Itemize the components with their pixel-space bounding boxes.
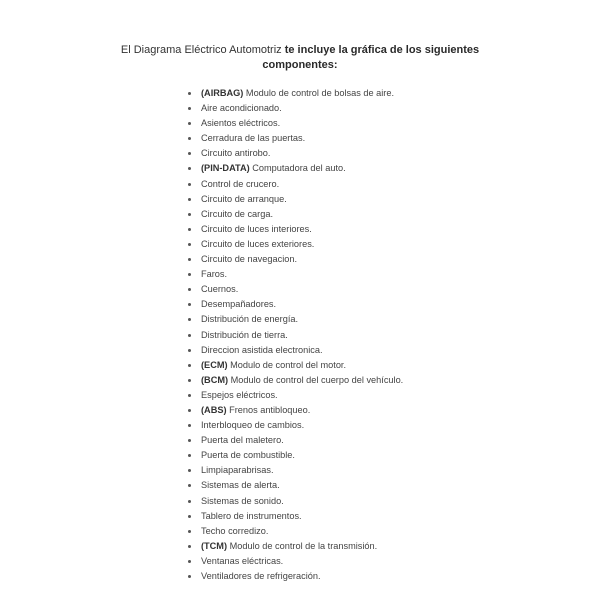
item-description: Faros. (201, 269, 228, 280)
bullet-icon (188, 152, 191, 155)
heading-bold-line-2: componentes: (262, 59, 338, 71)
item-text (201, 101, 282, 116)
bullet-icon (188, 167, 191, 170)
bullet-icon (188, 273, 191, 276)
item-text (201, 569, 321, 584)
item-text (201, 463, 274, 478)
item-description: Computadora del auto. (249, 163, 346, 174)
bullet-icon (188, 545, 191, 548)
bullet-icon (188, 243, 191, 246)
item-description: Cuernos. (201, 284, 239, 295)
item-description: Control de crucero. (201, 178, 280, 189)
item-text (201, 131, 305, 146)
bullet-icon (188, 409, 191, 412)
item-description: Ventanas eléctricas. (201, 555, 284, 566)
item-text (201, 418, 304, 433)
bullet-icon (188, 484, 191, 487)
page-heading (100, 43, 500, 73)
item-text (201, 373, 403, 388)
item-description: Puerta del maletero. (201, 435, 284, 446)
bullet-icon (188, 107, 191, 110)
item-description: Cerradura de las puertas. (201, 133, 306, 144)
bullet-icon (188, 364, 191, 367)
item-description: Puerta de combustible. (201, 450, 295, 461)
item-description: Interbloqueo de cambios. (201, 420, 305, 431)
bullet-icon (188, 318, 191, 321)
item-text (201, 86, 394, 101)
bullet-icon (188, 213, 191, 216)
item-text (201, 116, 280, 131)
bullet-icon (188, 92, 191, 95)
item-description: Modulo de control del motor. (227, 359, 347, 370)
item-text (201, 358, 346, 373)
item-abbreviation: (ABS) (201, 404, 227, 415)
item-description: Techo corredizo. (201, 525, 269, 536)
item-abbreviation: (TCM) (201, 540, 228, 551)
item-text (201, 509, 302, 524)
item-description: Modulo de control de la transmisión. (227, 540, 378, 551)
bullet-icon (188, 198, 191, 201)
bullet-icon (188, 137, 191, 140)
item-text (201, 207, 273, 222)
item-description: Circuito de carga. (201, 208, 274, 219)
item-text (201, 448, 295, 463)
item-description: Direccion asistida electronica. (201, 344, 323, 355)
item-text (201, 222, 312, 237)
bullet-icon (188, 469, 191, 472)
bullet-icon (188, 349, 191, 352)
bullet-icon (188, 183, 191, 186)
item-description: Circuito de luces interiores. (201, 223, 312, 234)
bullet-icon (188, 575, 191, 578)
heading-intro: El Diagrama Eléctrico Automotriz (120, 44, 285, 56)
item-description: Modulo de control del cuerpo del vehículo. (228, 374, 404, 385)
bullet-icon (188, 303, 191, 306)
bullet-icon (188, 424, 191, 427)
item-description: Espejos eléctricos. (201, 389, 278, 400)
item-description: Ventiladores de refrigeración. (201, 571, 321, 581)
item-text (201, 252, 297, 267)
item-description: Circuito de luces exteriores. (201, 238, 315, 249)
bullet-icon (188, 288, 191, 291)
bullet-icon (188, 515, 191, 518)
heading-line-1 (100, 43, 500, 58)
bullet-icon (188, 560, 191, 563)
item-text (201, 433, 284, 448)
item-text (201, 146, 270, 161)
item-text (201, 161, 346, 176)
item-description: Desempañadores. (201, 299, 277, 310)
item-abbreviation: (BCM) (201, 374, 229, 385)
item-description: Tablero de instrumentos. (201, 510, 302, 521)
bullet-icon (188, 394, 191, 397)
heading-bold-line-1: te incluye la gráfica de los siguientes (284, 44, 480, 56)
item-text (201, 297, 276, 312)
item-text (201, 312, 298, 327)
item-abbreviation: (ECM) (201, 359, 228, 370)
item-description: Distribución de tierra. (201, 329, 288, 340)
bullet-icon (188, 122, 191, 125)
item-text (201, 237, 314, 252)
bullet-icon (188, 454, 191, 457)
item-description: Circuito de navegacion. (201, 254, 298, 265)
item-text (201, 524, 268, 539)
item-text (201, 267, 227, 282)
item-text (201, 177, 279, 192)
item-text (201, 494, 284, 509)
item-text (201, 554, 283, 569)
item-abbreviation: (AIRBAG) (201, 88, 244, 98)
item-text (201, 539, 377, 554)
item-description: Modulo de control de bolsas de aire. (243, 88, 395, 98)
item-text (201, 388, 278, 403)
item-description: Circuito de arranque. (201, 193, 287, 204)
item-description: Limpiaparabrisas. (201, 465, 274, 476)
item-text (201, 192, 287, 207)
bullet-icon (188, 228, 191, 231)
item-description: Frenos antibloqueo. (226, 404, 311, 415)
bullet-icon (188, 258, 191, 261)
bullet-icon (188, 500, 191, 503)
item-description: Sistemas de sonido. (201, 495, 284, 506)
item-description: Aire acondicionado. (201, 103, 282, 114)
bullet-icon (188, 530, 191, 533)
item-text (201, 282, 238, 297)
item-text (201, 343, 323, 358)
item-description: Distribución de energía. (201, 314, 299, 325)
bullet-icon (188, 439, 191, 442)
item-abbreviation: (PIN-DATA) (201, 163, 250, 174)
item-text (201, 403, 310, 418)
item-description: Sistemas de alerta. (201, 480, 280, 491)
item-text (201, 328, 288, 343)
item-description: Circuito antirobo. (201, 148, 271, 159)
bullet-icon (188, 379, 191, 382)
item-description: Asientos eléctricos. (201, 118, 281, 129)
item-text (201, 478, 280, 493)
bullet-icon (188, 334, 191, 337)
